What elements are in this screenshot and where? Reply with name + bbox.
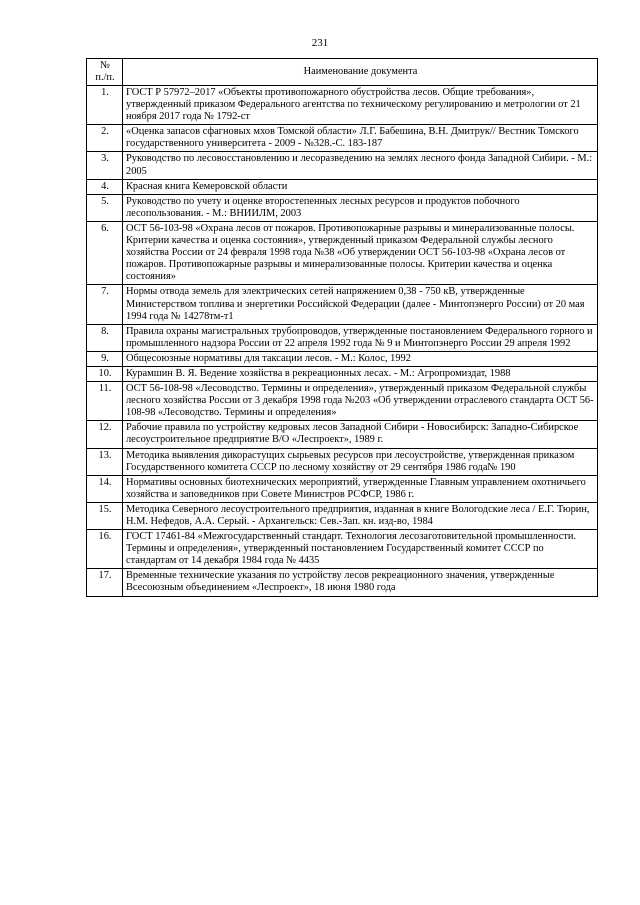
- document-name: ОСТ 56-108-98 «Лесоводство. Термины и определения», утвержденный приказом Федеральной службы лесного хозяйства России от 3 декабря 1998 года №203 «Об утверждении отраслевого стандарта ОСТ 56-108-98 «Лесоводство. Термины и определения»: [123, 382, 598, 421]
- row-number: 12.: [87, 421, 123, 448]
- document-name: «Оценка запасов сфагновых мхов Томской области» Л.Г. Бабешина, В.Н. Дмитрук// Вестник Томского государственного университета - 2009 - №328.-С. 183-187: [123, 125, 598, 152]
- table-row: [87, 448, 598, 475]
- table-header-row: [87, 59, 598, 86]
- table-row: [87, 366, 598, 381]
- document-name: Методика выявления дикорастущих сырьевых ресурсов при лесоустройстве, утвержденная приказом Государственного комитета СССР по лесному хозяйству от 29 сентября 1986 года№ 190: [123, 448, 598, 475]
- row-number: 4.: [87, 179, 123, 194]
- table-row: [87, 152, 598, 179]
- column-header-number-symbol: №: [100, 60, 110, 71]
- row-number: 8.: [87, 324, 123, 351]
- document-name: Руководство по учету и оценке второстепенных лесных ресурсов и продуктов побочного лесопользования. - М.: ВНИИЛМ, 2003: [123, 194, 598, 221]
- row-number: 16.: [87, 530, 123, 569]
- row-number: 13.: [87, 448, 123, 475]
- document-name: ОСТ 56-103-98 «Охрана лесов от пожаров. Противопожарные разрывы и минерализованные полосы. Критерии качества и оценка состояния», утвержденный приказом Федеральной службы лесного хозяйства России от 24 февраля 1998 года №38 «Об утверждении ОСТ 56-103-98 «Охрана лесов от пожаров. Противопожарные разрывы и минерализованные полосы. Критерии качества и оценка состояния»: [123, 221, 598, 284]
- row-number: 2.: [87, 125, 123, 152]
- document-name: Нормы отвода земель для электрических сетей напряжением 0,38 - 750 кВ, утвержденные Министерством топлива и энергетики Российской Федерации (далее - Минтопэнерго России) от 20 мая 1994 года № 14278тм-т1: [123, 285, 598, 324]
- row-number: 15.: [87, 502, 123, 529]
- table-body: [87, 86, 598, 597]
- table-row: [87, 351, 598, 366]
- row-number: 3.: [87, 152, 123, 179]
- table-row: [87, 502, 598, 529]
- document-name: ГОСТ 17461-84 «Межгосударственный стандарт. Технология лесозаготовительной промышленности. Термины и определения», утвержденный постановлением Государственный комитет СССР по стандартам от 14 декабря 1984 года № 4435: [123, 530, 598, 569]
- document-name: Правила охраны магистральных трубопроводов, утвержденные постановлением Федерального горного и промышленного надзора России от 22 апреля 1992 года № 9 и Минтопэнерго России 29 апреля 1992: [123, 324, 598, 351]
- document-name: Методика Северного лесоустроительного предприятия, изданная в книге Вологодские леса / Е.Г. Тюрин, Н.М. Нефедов, А.А. Серый. - Архангельск: Сев.-Зап. кн. изд-во, 1984: [123, 502, 598, 529]
- table-row: [87, 179, 598, 194]
- row-number: 17.: [87, 569, 123, 596]
- table-row: [87, 421, 598, 448]
- document-name: ГОСТ Р 57972–2017 «Объекты противопожарного обустройства лесов. Общие требования», утвержденный приказом Федерального агентства по техническому регулированию и метрологии от 21 ноября 2017 года № 1792-ст: [123, 86, 598, 125]
- document-name: Рабочие правила по устройству кедровых лесов Западной Сибири - Новосибирск: Западно-Сибирское лесоустроительное предприятие В/О «Леспроект», 1989 г.: [123, 421, 598, 448]
- table-row: [87, 569, 598, 596]
- row-number: 9.: [87, 351, 123, 366]
- document-name: Руководство по лесовосстановлению и лесоразведению на землях лесного фонда Западной Сибири. - М.: 2005: [123, 152, 598, 179]
- row-number: 7.: [87, 285, 123, 324]
- row-number: 10.: [87, 366, 123, 381]
- table-row: [87, 285, 598, 324]
- table-row: [87, 194, 598, 221]
- document-name: Временные технические указания по устройству лесов рекреационного значения, утвержденные Всесоюзным объединением «Леспроект», 18 июня 1980 года: [123, 569, 598, 596]
- column-header-document-name: Наименование документа: [123, 59, 598, 86]
- table-row: [87, 125, 598, 152]
- row-number: 5.: [87, 194, 123, 221]
- document-name: Нормативы основных биотехнических мероприятий, утвержденные Главным управлением охотничьего хозяйства и заповедников при Совете Министров РСФСР, 1986 г.: [123, 475, 598, 502]
- document-name: Курамшин В. Я. Ведение хозяйства в рекреационных лесах. - М.: Агропромиздат, 1988: [123, 366, 598, 381]
- table-row: [87, 324, 598, 351]
- table-row: [87, 530, 598, 569]
- row-number: 1.: [87, 86, 123, 125]
- table-row: [87, 86, 598, 125]
- column-header-number: [87, 59, 123, 86]
- column-header-number-label: п./п.: [95, 72, 115, 83]
- documents-table: [86, 58, 598, 597]
- document-name: Красная книга Кемеровской области: [123, 179, 598, 194]
- row-number: 6.: [87, 221, 123, 284]
- table-row: [87, 475, 598, 502]
- row-number: 11.: [87, 382, 123, 421]
- table-row: [87, 382, 598, 421]
- page-number: 231: [311, 37, 329, 49]
- table-row: [87, 221, 598, 284]
- row-number: 14.: [87, 475, 123, 502]
- document-name: Общесоюзные нормативы для таксации лесов. - М.: Колос, 1992: [123, 351, 598, 366]
